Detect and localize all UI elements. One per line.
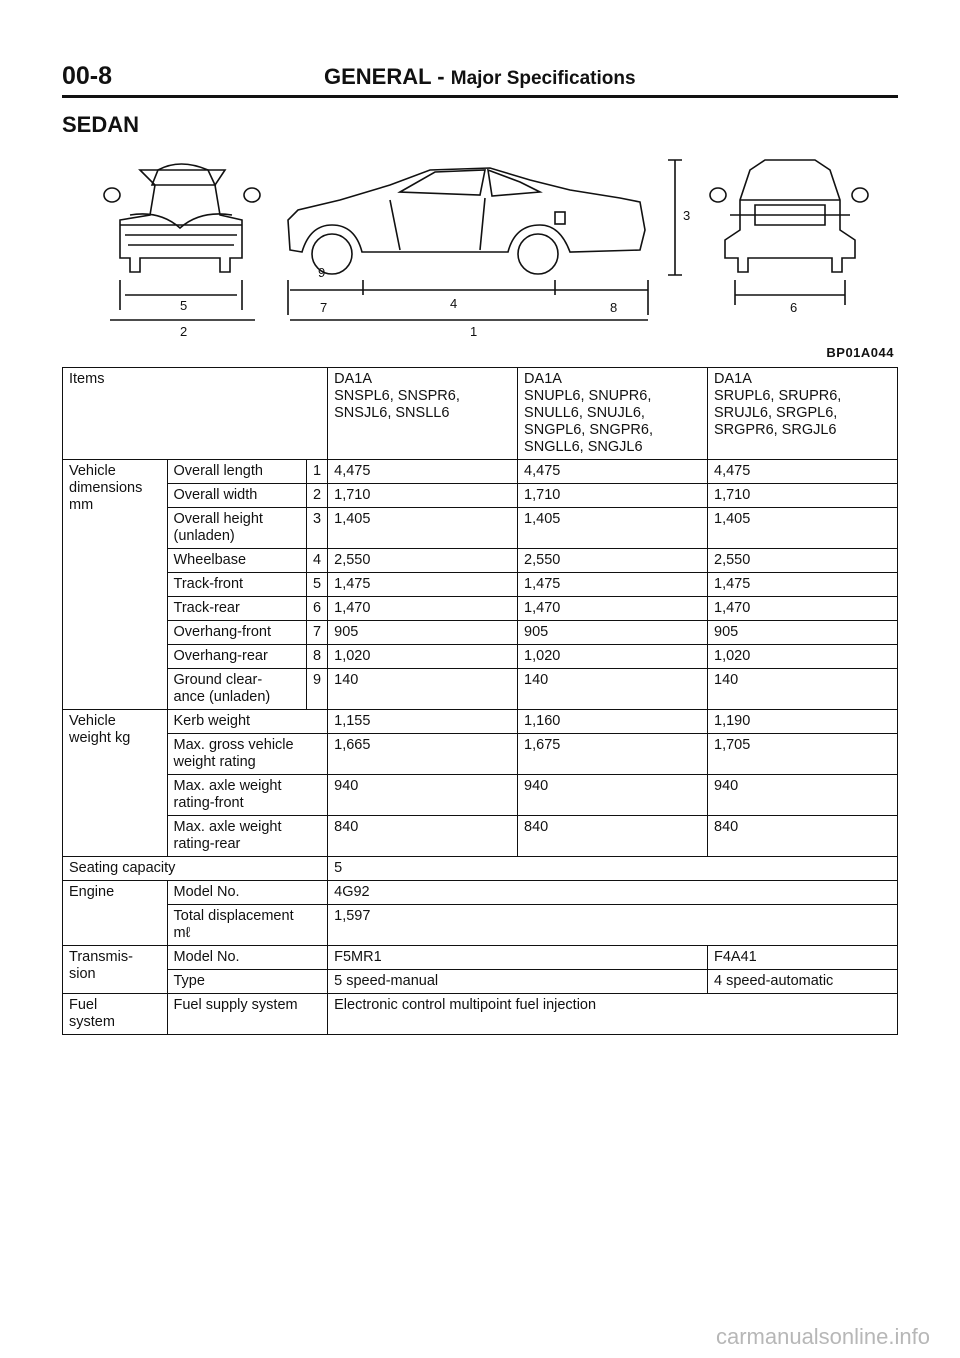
- cell-value: 905: [328, 621, 518, 645]
- table-row: [63, 669, 898, 710]
- cell-value: 940: [518, 775, 708, 816]
- table-header-row: [63, 368, 898, 460]
- seating-label: Seating capacity: [63, 857, 328, 881]
- title-sub: Major Specifications: [450, 68, 636, 89]
- row-ref-no: 8: [307, 645, 328, 669]
- cell-value: 1,475: [708, 573, 898, 597]
- cell-value: 4,475: [708, 460, 898, 484]
- cell-value: 4,475: [518, 460, 708, 484]
- vehicle-dimension-diagram: [100, 140, 880, 360]
- front-view-drawing: [104, 164, 260, 272]
- table-row: [63, 621, 898, 645]
- dim-label-5: 5: [180, 298, 188, 313]
- dim-label-9: 9: [318, 265, 326, 280]
- table-row: [63, 946, 898, 970]
- cell-value: 1,020: [518, 645, 708, 669]
- row-ref-no: 3: [307, 508, 328, 549]
- row-item: Max. axle weight rating-rear: [167, 816, 328, 857]
- cell-value: 1,710: [708, 484, 898, 508]
- cell-value: 1,470: [328, 597, 518, 621]
- dim-label-8: 8: [610, 300, 618, 315]
- model-col-2: DA1A SNUPL6, SNUPR6, SNULL6, SNUJL6, SNGPL6, SNGPR6, SNGLL6, SNGJL6: [518, 368, 708, 460]
- model-col-3: DA1A SRUPL6, SRUPR6, SRUJL6, SRGPL6, SRGPR6, SRGJL6: [708, 368, 898, 460]
- dim-label-3: 3: [683, 208, 691, 223]
- table-row: [63, 460, 898, 484]
- row-item: Overall width: [167, 484, 307, 508]
- title-main: GENERAL: [324, 64, 432, 89]
- cell-value: 905: [518, 621, 708, 645]
- title-dash: -: [437, 64, 445, 89]
- table-row: [63, 905, 898, 946]
- model-col-1: DA1A SNSPL6, SNSPR6, SNSJL6, SNSLL6: [328, 368, 518, 460]
- row-item: Ground clear- ance (unladen): [167, 669, 307, 710]
- row-item: Kerb weight: [167, 710, 328, 734]
- cell-value: 1,470: [708, 597, 898, 621]
- rear-view-drawing: [710, 160, 868, 272]
- row-item: Total displacement mℓ: [167, 905, 328, 946]
- row-item: Model No.: [167, 881, 328, 905]
- cell-value: 2,550: [328, 549, 518, 573]
- transmission-model-manual: F5MR1: [328, 946, 708, 970]
- transmission-group-label: Transmis- sion: [63, 946, 168, 994]
- transmission-type-manual: 5 speed-manual: [328, 970, 708, 994]
- row-item: Wheelbase: [167, 549, 307, 573]
- cell-value: 840: [328, 816, 518, 857]
- row-item: Track-rear: [167, 597, 307, 621]
- row-item: Type: [167, 970, 328, 994]
- cell-value: 1,475: [518, 573, 708, 597]
- dim-label-6: 6: [790, 300, 798, 315]
- dim-label-4: 4: [450, 296, 458, 311]
- dim-label-7: 7: [320, 300, 328, 315]
- cell-value: 1,705: [708, 734, 898, 775]
- page-header: [62, 62, 898, 92]
- row-ref-no: 4: [307, 549, 328, 573]
- cell-value: 1,190: [708, 710, 898, 734]
- specifications-table: [62, 367, 898, 1035]
- transmission-type-auto: 4 speed-automatic: [708, 970, 898, 994]
- row-ref-no: 5: [307, 573, 328, 597]
- table-row: [63, 775, 898, 816]
- cell-value: 140: [708, 669, 898, 710]
- height-dim-line: [668, 160, 682, 275]
- row-item: Overhang-front: [167, 621, 307, 645]
- cell-value: 940: [708, 775, 898, 816]
- cell-value: 1,020: [328, 645, 518, 669]
- dim-label-1: 1: [470, 324, 478, 339]
- row-item: Track-front: [167, 573, 307, 597]
- cell-value: 4,475: [328, 460, 518, 484]
- header-rule: [62, 95, 898, 98]
- seating-value: 5: [328, 857, 898, 881]
- table-row: [63, 734, 898, 775]
- items-header: Items: [63, 368, 328, 460]
- figure-id: BP01A044: [826, 345, 894, 360]
- cell-value: 1,020: [708, 645, 898, 669]
- cell-value: 1,665: [328, 734, 518, 775]
- row-item: Overall height (unladen): [167, 508, 307, 549]
- cell-value: 1,155: [328, 710, 518, 734]
- row-item: Model No.: [167, 946, 328, 970]
- cell-value: 1,405: [708, 508, 898, 549]
- table-row: [63, 508, 898, 549]
- cell-value: 1,470: [518, 597, 708, 621]
- table-row: [63, 549, 898, 573]
- table-row: [63, 994, 898, 1035]
- cell-value: 2,550: [708, 549, 898, 573]
- row-item: Max. gross vehicle weight rating: [167, 734, 328, 775]
- page-title: [324, 64, 636, 90]
- table-row: [63, 484, 898, 508]
- table-row: [63, 597, 898, 621]
- table-row: [63, 881, 898, 905]
- row-item: Overhang-rear: [167, 645, 307, 669]
- table-row: [63, 710, 898, 734]
- transmission-model-auto: F4A41: [708, 946, 898, 970]
- row-ref-no: 2: [307, 484, 328, 508]
- row-ref-no: 9: [307, 669, 328, 710]
- cell-value: 840: [518, 816, 708, 857]
- table-row: [63, 645, 898, 669]
- engine-displacement: 1,597: [328, 905, 898, 946]
- row-item: Overall length: [167, 460, 307, 484]
- cell-value: 140: [328, 669, 518, 710]
- cell-value: 1,405: [328, 508, 518, 549]
- row-ref-no: 6: [307, 597, 328, 621]
- fuel-group-label: Fuel system: [63, 994, 168, 1035]
- cell-value: 940: [328, 775, 518, 816]
- row-item: Fuel supply system: [167, 994, 328, 1035]
- side-view-drawing: [288, 168, 645, 274]
- cell-value: 1,710: [518, 484, 708, 508]
- table-row: [63, 970, 898, 994]
- engine-group-label: Engine: [63, 881, 168, 946]
- dimensions-group-label: Vehicle dimensions mm: [63, 460, 168, 710]
- cell-value: 2,550: [518, 549, 708, 573]
- watermark: carmanualsonline.info: [715, 1324, 930, 1349]
- table-row: [63, 857, 898, 881]
- cell-value: 1,710: [328, 484, 518, 508]
- row-ref-no: 7: [307, 621, 328, 645]
- cell-value: 1,160: [518, 710, 708, 734]
- row-item: Max. axle weight rating-front: [167, 775, 328, 816]
- engine-model: 4G92: [328, 881, 898, 905]
- cell-value: 840: [708, 816, 898, 857]
- table-row: [63, 573, 898, 597]
- row-ref-no: 1: [307, 460, 328, 484]
- fuel-value: Electronic control multipoint fuel injection: [328, 994, 898, 1035]
- section-title: SEDAN: [62, 112, 140, 137]
- cell-value: 1,405: [518, 508, 708, 549]
- cell-value: 140: [518, 669, 708, 710]
- page-number: 00-8: [62, 62, 113, 90]
- cell-value: 1,475: [328, 573, 518, 597]
- weight-group-label: Vehicle weight kg: [63, 710, 168, 857]
- cell-value: 905: [708, 621, 898, 645]
- table-row: [63, 816, 898, 857]
- cell-value: 1,675: [518, 734, 708, 775]
- dim-label-2: 2: [180, 324, 188, 339]
- side-dim-lines: [288, 280, 648, 320]
